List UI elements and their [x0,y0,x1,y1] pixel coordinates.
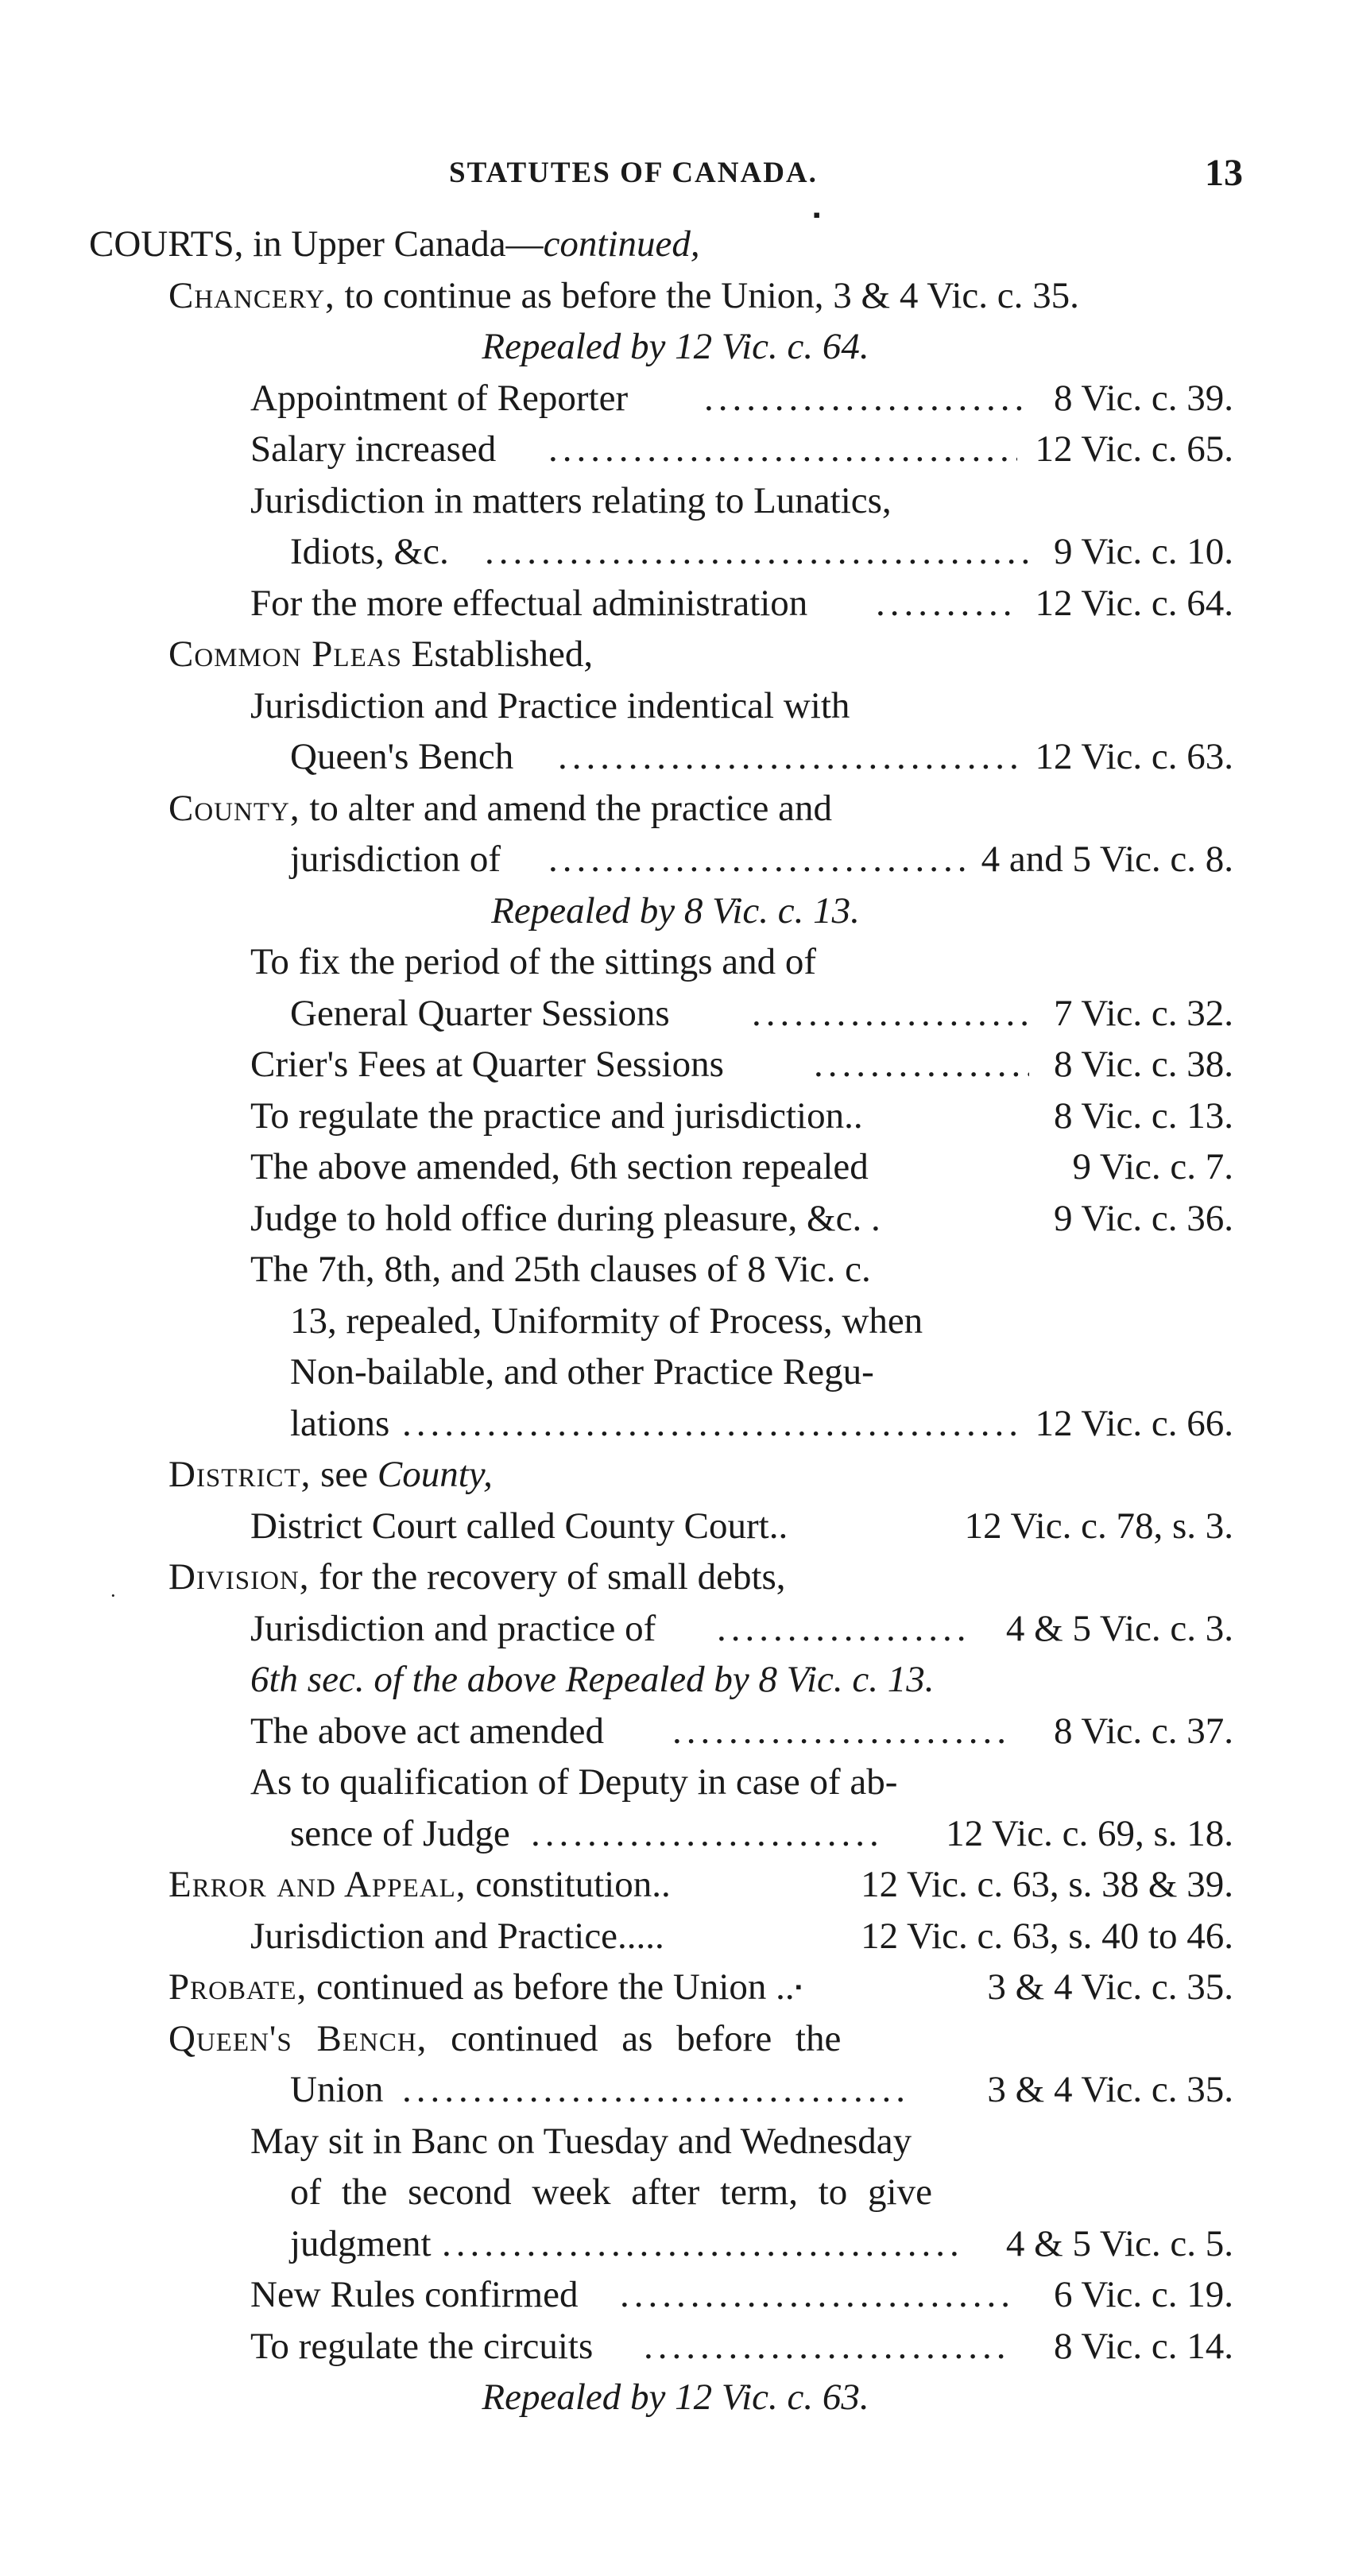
entry-heading: Queen's Bench, [168,2017,428,2059]
dot-leader [548,424,1017,475]
entry-line [0,1244,1351,1296]
page-header [0,152,1351,203]
entry-line [0,2116,1351,2167]
entry-line [0,680,1351,732]
statute-reference: 4 and 5 Vic. c. 8. [981,839,1233,880]
entry-text: New Rules confirmed [250,2274,579,2315]
entry-text: Repealed by 12 Vic. c. 63. [482,2377,869,2418]
page-number: 13 [1205,152,1243,194]
entry-text: Judge to hold office during pleasure, &c. . [250,1197,881,1239]
entry-line [0,1398,1351,1450]
entry-text: 13, repealed, Uniformity of Process, when [290,1300,923,1342]
entry-district [0,1449,1351,1501]
dot-leader [672,1706,1009,1757]
entry-line [0,2269,1351,2321]
entry-text: Union [290,2069,384,2110]
entry-line [0,1193,1351,1245]
entry-text: jurisdiction of [290,839,501,880]
entry-text: continued as before the [427,2017,842,2059]
running-title: STATUTES OF CANADA. [449,157,818,189]
dot-leader [402,2064,906,2116]
entry-text: in Upper Canada— [243,223,544,265]
entry-heading: Common Pleas [168,633,402,675]
repeal-note [0,885,1351,937]
dot-leader [548,834,970,885]
statute-reference: 12 Vic. c. 63, s. 38 & 39. [861,1864,1233,1905]
entry-county [0,783,1351,835]
entry-text: Repealed by 8 Vic. c. 13. [491,889,860,932]
entry-text: Jurisdiction in matters relating to Lunatics, [250,479,892,521]
entry-text: As to qualification of Deputy in case of ab- [250,1761,898,1803]
entry-line [0,1757,1351,1808]
statute-reference: 9 Vic. c. 10. [1053,531,1233,572]
entry-line [0,2167,1351,2218]
entry-text: To fix the period of the sittings and of [250,941,817,982]
repeal-note [0,1654,1351,1706]
statute-reference: 12 Vic. c. 78, s. 3. [964,1505,1233,1547]
entry-line [0,988,1351,1040]
entry-text: General Quarter Sessions [290,992,670,1034]
entry-heading: Error and Appeal, [168,1864,466,1905]
entry-line [0,2218,1351,2270]
entry-text: District Court called County Court.. [250,1505,788,1547]
entry-line [0,1141,1351,1193]
entry-text: Jurisdiction and Practice indentical with [250,684,850,726]
statute-reference: 8 Vic. c. 39. [1053,377,1233,419]
entry-queens-bench [0,2013,1351,2065]
entry-text: Non-bailable, and other Practice Regu- [290,1351,874,1393]
entry-line [0,834,1351,885]
entry-line [0,1911,1351,1962]
entry-line [0,2321,1351,2373]
entry-heading: Chancery, [168,274,335,316]
statute-reference: 4 & 5 Vic. c. 3. [1005,1607,1233,1649]
entry-line [0,936,1351,988]
statute-reference: 8 Vic. c. 38. [1053,1044,1233,1085]
entry-line [0,1808,1351,1860]
entry-text: lations [290,1402,390,1444]
entry-line [0,1296,1351,1347]
entry-line [0,1346,1351,1398]
statute-reference: 8 Vic. c. 14. [1053,2325,1233,2367]
index-entries [0,219,1351,2423]
entry-text: continued as before the Union .. [307,1966,795,2008]
print-speck: ▪ [796,1977,802,1997]
entry-text: Established, [401,633,594,675]
entry-heading: Probate, [168,1966,308,2008]
entry-text: The above act amended [250,1710,604,1752]
repeal-note [0,2372,1351,2423]
entry-line [0,1090,1351,1142]
repeal-note [0,321,1351,373]
entry-text: Idiots, &c. [290,531,449,572]
entry-line [0,578,1351,629]
entry-text: Jurisdiction and Practice..... [250,1915,664,1957]
dot-leader [704,373,1029,424]
entry-heading: County, [168,787,300,829]
entry-italic: continued, [543,223,700,265]
entry-text: To regulate the practice and jurisdiction.. [250,1094,863,1137]
entry-line [0,373,1351,424]
dot-leader [558,731,1017,783]
entry-text: The above amended, 6th section repealed [250,1146,869,1187]
dot-leader [531,1808,882,1860]
statute-reference: 6 Vic. c. 19. [1053,2274,1233,2315]
entry-text: For the more effectual administration [250,582,808,624]
entry-text: Crier's Fees at Quarter Sessions [250,1044,724,1085]
statute-reference: 8 Vic. c. 37. [1053,1710,1233,1752]
entry-error-and-appeal [0,1859,1351,1911]
entry-line [0,2064,1351,2116]
entry-text: Repealed by 12 Vic. c. 64. [482,326,869,367]
entry-common-pleas [0,629,1351,680]
entry-heading: Division, [168,1556,310,1598]
print-speck: · [110,1584,117,1607]
entry-line [0,731,1351,783]
entry-line [0,424,1351,475]
statute-reference: 7 Vic. c. 32. [1053,992,1233,1034]
statute-reference: 3 & 4 Vic. c. 35. [987,1966,1233,2008]
statute-reference: 12 Vic. c. 69, s. 18. [946,1812,1233,1854]
entry-chancery [0,270,1351,322]
statute-reference: 12 Vic. c. 63, s. 40 to 46. [861,1915,1233,1957]
entry-text: for the recovery of small debts, [309,1556,786,1598]
statute-reference: 4 & 5 Vic. c. 5. [1005,2222,1233,2264]
print-speck: ▪ [813,203,821,227]
entry-line [0,1603,1351,1655]
entry-text: May sit in Banc on Tuesday and Wednesday [250,2120,912,2162]
statute-reference: 9 Vic. c. 36. [1053,1197,1233,1239]
entry-text: Queen's Bench [290,736,514,777]
entry-text: of the second week after term, to give [290,2171,932,2213]
dot-leader [876,578,1017,629]
entry-line [0,1501,1351,1552]
entry-text: Salary increased [250,428,497,470]
dot-leader [644,2321,1009,2373]
entry-text: sence of Judge [290,1812,510,1854]
entry-line [0,1039,1351,1090]
dot-leader [814,1039,1029,1090]
dot-leader [620,2269,1017,2321]
statute-reference: 8 Vic. c. 13. [1053,1094,1233,1137]
dot-leader [485,526,1029,578]
entry-text: to alter and amend the practice and [300,787,833,829]
entry-probate [0,1962,1351,2013]
entry-text: judgment [290,2222,432,2264]
dot-leader [717,1603,970,1655]
statute-reference: 12 Vic. c. 65. [1035,428,1233,470]
entry-line [0,475,1351,527]
entry-text: Jurisdiction and practice of [250,1607,656,1649]
dot-leader [402,1398,1017,1450]
entry-text: The 7th, 8th, and 25th clauses of 8 Vic. c. [250,1249,871,1290]
entry-text: To regulate the circuits [250,2325,594,2367]
entry-division [0,1551,1351,1603]
entry-text: see [311,1454,377,1495]
statute-reference: 3 & 4 Vic. c. 35. [987,2069,1233,2110]
statute-reference: 12 Vic. c. 64. [1035,582,1233,624]
entry-heading: COURTS, [89,223,244,265]
statute-reference: 12 Vic. c. 63. [1035,736,1233,777]
entry-courts [0,219,1351,270]
dot-leader [442,2218,958,2270]
entry-text: to continue as before the Union, 3 & 4 Vic. c. 35. [335,274,1079,316]
entry-text: Appointment of Reporter [250,377,629,419]
entry-text: constitution.. [466,1864,671,1905]
entry-text: 6th sec. of the above Repealed by 8 Vic. c. 13. [250,1659,935,1700]
entry-line [0,1706,1351,1757]
entry-line [0,526,1351,578]
entry-heading: District, [168,1454,312,1495]
dot-leader [752,988,1029,1040]
statute-reference: 9 Vic. c. 7. [1072,1146,1233,1187]
entry-italic: County, [377,1454,493,1495]
statute-reference: 12 Vic. c. 66. [1035,1402,1233,1444]
